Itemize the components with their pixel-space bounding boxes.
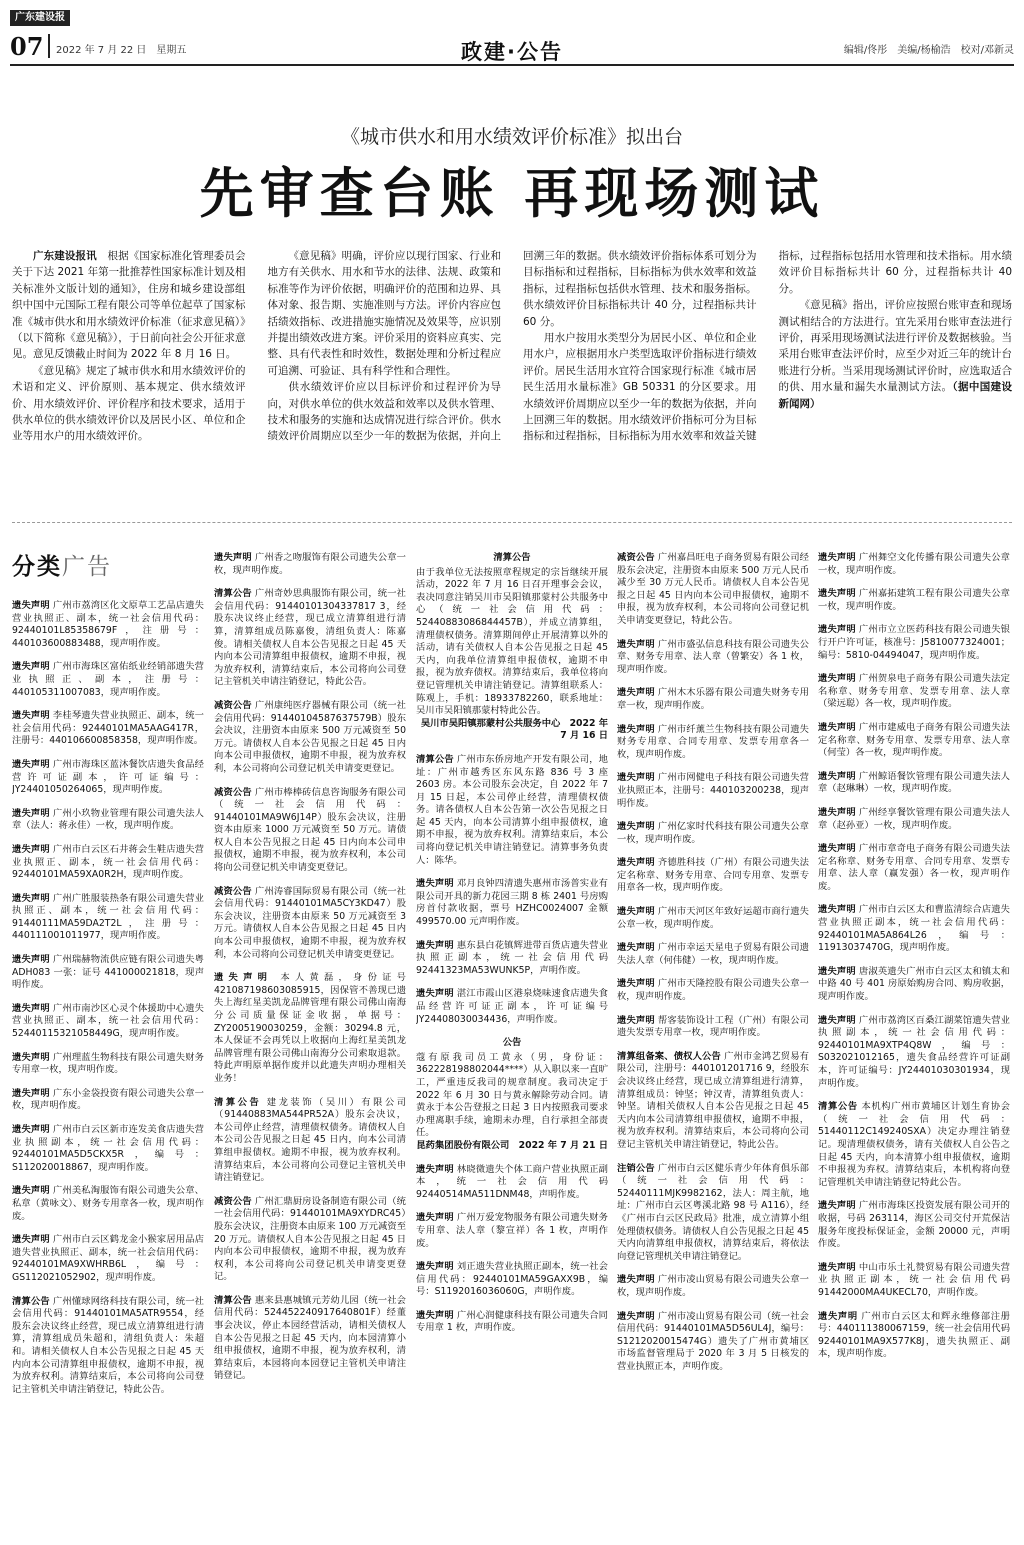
classified-ad xyxy=(416,1164,608,1202)
classified-ad xyxy=(12,600,204,650)
ad-label: 遗失声明 xyxy=(617,857,655,869)
classified-ad xyxy=(214,700,406,776)
ad-label: 遗失声明 xyxy=(617,1310,655,1322)
classified-ad xyxy=(818,904,1010,954)
ad-text: 广州市纤薰兰生物科技有限公司遗失财务专用章、合同专用章、发票专用章各一枚，现声明作废。 xyxy=(617,723,809,760)
ad-text: 广州舞空文化传播有限公司遗失公章一枚，现声明作废。 xyxy=(818,552,1010,576)
editors-credit: 编辑/佟彤 美编/杨榆浩 校对/邓新灵 xyxy=(843,45,1014,56)
ad-text: 广州汇鼎厨房设备制造有限公司（统一社会信用代码：91440101MA9XYDRC45）股东会决议，注册资本由原来 100 万元减资至 20 万元。请债权人自本公告见报之日起 45 日内向本公司申报债权，逾期不申报，视为放弃权利，本公司将向公司登记机关申请变更登记。 xyxy=(214,1195,406,1283)
ad-text: 广州市凌山贸易有限公司遗失公章一枚，现声明作废。 xyxy=(617,1274,809,1298)
masthead xyxy=(10,10,1014,66)
classified-ad xyxy=(818,722,1010,760)
classified-ad xyxy=(818,673,1010,711)
ad-text: 广州市白云区石井蒋会生鞋店遗失营业执照正、副本，统一社会信用代码：92440101MA59XA0R2H，现声明作废。 xyxy=(12,843,204,881)
article-body xyxy=(12,248,1012,486)
ad-label: 遗失声明 xyxy=(818,1200,856,1212)
ad-label: 遗失声明 xyxy=(416,1261,454,1273)
classified-ad xyxy=(12,1296,204,1397)
ad-text: 广州亿家时代科技有限公司遗失公章一枚，现声明作废。 xyxy=(617,821,809,845)
classified-ad xyxy=(617,1051,809,1152)
classified-column-1 xyxy=(12,600,204,1542)
ad-label: 遗失声明 xyxy=(12,1124,50,1135)
ad-text: 广州广胜服装热条有限公司遗失营业执照正、副本，统一社会信用代码：91440111MA59DA2T2L，注册号：440111001011977，现声明作废。 xyxy=(12,892,204,942)
classified-ad xyxy=(617,772,809,810)
ad-header: 公告 xyxy=(502,1037,522,1049)
article-paragraph: 《意见稿》规定了城市供水和用水绩效评价的术语和定义、评价原则、基本规定、供水绩效评价、用水绩效评价、评价程序和技术要求，适用于供水单位的供水绩效评价以及居民小区、单位和企业等用水户的用水绩效评价。 xyxy=(12,364,246,443)
ad-label: 遗失声明 xyxy=(617,978,655,990)
classified-ad xyxy=(818,1262,1010,1300)
ad-label: 减资公告 xyxy=(214,699,252,711)
ad-text: 广州市白云区太和曹监清综合店遗失营业执照正副本，统一社会信用代码：92440101MA5A864L26，编号：11913037470G，现声明作废。 xyxy=(818,904,1010,954)
classified-ad xyxy=(12,710,204,748)
ad-label: 遗失声明 xyxy=(617,1014,655,1026)
ad-text: 广州市盛弘信息科技有限公司遗失公章、财务专用章、法人章（曾繁安）各 1 枚，现声明作废。 xyxy=(617,638,809,675)
ad-text: 广州市南沙区心灵个体援助中心遗失营业执照正、副本，统一社会信用代码：52440115321058449G，现声明作废。 xyxy=(12,1002,204,1040)
ad-text: 广州瑞赫物流供应链有限公司遗失粤 ADH083 一张：证号 441000021818，现声明作废。 xyxy=(12,954,204,991)
ad-label: 遗失声明 xyxy=(818,904,856,916)
ad-label: 遗失声明 xyxy=(12,758,50,770)
ad-text: 广州市海珠区富佑纸业经销部遗失营业执照正、副本，注册号：440105311007083，现声明作废。 xyxy=(12,661,204,698)
ad-text: 广州木木乐器有限公司遗失财务专用章一枚，现声明作废。 xyxy=(617,687,809,711)
ad-text: 广州市建威电子商务有限公司遗失法定名称章、财务专用章、发票专用章、法人章（何莹）各一枚，现声明作废。 xyxy=(818,721,1010,759)
ad-label: 遗失声明 xyxy=(12,1087,50,1099)
classified-ad xyxy=(818,624,1010,662)
classified-ad xyxy=(214,1097,406,1185)
article-kicker: 《城市供水和用水绩效评价标准》拟出台 xyxy=(340,126,683,148)
classified-title: 分类广告 xyxy=(12,554,112,580)
classified-ad xyxy=(416,1037,608,1152)
classified-ad xyxy=(617,1274,809,1299)
classified-ad xyxy=(818,1101,1010,1189)
article-paragraph: 供水绩效评价应以目标评价和过程评价为导向，对供水单位的供水效益和效率以及供水管理、技术和服务的实施和达成情况进行综合评价。供水绩效评价周期应以至少一年的数据为依据，并向上回溯三年的数据。供水绩效评价指标体系可划分为目标指标和过程指标，目标指标为供水效率和效益指标，过程指标包括供水管理、技术和服务指标。供水绩效评价目标指标共计 40 分，过程指标共计 60 分。 xyxy=(267,250,757,443)
ad-label: 遗失声明 xyxy=(214,972,273,984)
classified-ad xyxy=(818,771,1010,796)
classified-ad xyxy=(12,1052,204,1077)
article-paragraph: 用水户按用水类型分为居民小区、单位和企业用水户，应根据用水户类型选取评价指标进行绩效评价。居民生活用水宜符合国家现行标准《城市居民生活用水量标准》GB 50331 的分区要求。用水绩效评价周期应以至少一年的数据为依据，并向上回溯三年的数据。用水绩效评价指标可分为目标指标和过程指标，目标指标为用水效率和效益关键指标，过程指标包括用水管理和技术指标。用水绩效评价目标指标共计 60 分，过程指标共计 40 分。 xyxy=(523,250,1012,443)
ad-label: 遗失声明 xyxy=(12,843,50,855)
classified-ad xyxy=(617,942,809,967)
classified-ad xyxy=(12,1234,204,1284)
newspaper-tag: 广东建设报 xyxy=(10,10,70,26)
ad-label: 遗失声明 xyxy=(12,954,50,966)
classified-ad xyxy=(12,1088,204,1113)
classified-ad xyxy=(416,940,608,978)
ad-text: 广州市东侨房地产开发有限公司，地址：广州市越秀区东风东路 836 号 3 座 2603 房。本公司股东会决定，自 2022 年 7 月 15 日起，本公司停止经营，清理债权债务。请各债权人自本公告第一次公告见报之日起 45 天内，向本公司清算小组申报债权，逾期不申报，视为放弃权利。清算结束后，本公司将向登记机关申请注销登记。清算事务负责人：陈华。 xyxy=(416,753,608,866)
classified-column-5 xyxy=(818,552,1010,1542)
ad-text: 邓月良钟四清遗失惠州市汤普实业有限公司开具的新力花园三期 8 栋 2401 号房购房首付款收据，票号 HZHC0024007 金额 499570.00 元声明作废。 xyxy=(416,878,608,928)
ad-label: 减资公告 xyxy=(214,1195,252,1207)
article-paragraph: 《意见稿》明确，评价应以现行国家、行业和地方有关供水、用水和节水的法律、法规、政策和标准等作为评价依据，明确评价的范围和边界、具体对象、报告期、实施准则与方法。评价内容应包括绩效指标、改进措施实施情况及效果等，应识别并提出绩效改进方案。评价采用的资料应真实、完整、具有代表性和时效性，数据处理和分析过程应可追溯、可验证、具有科学性和合理性。 xyxy=(267,250,501,377)
ad-text: 广州市荔湾区化文原草工艺品店遗失营业执照正、副本，统一社会信用代码：92440101L85358679F，注册号：440103600883488，现声明作废。 xyxy=(12,600,204,649)
ad-label: 遗失声明 xyxy=(12,892,50,904)
article-paragraph: 《意见稿》指出，评价应按照台账审查和现场测试相结合的方法进行。宜先采用台账审查法进行评价，再采用现场测试法进行评价及数据核验。当采用台账审查法评价时，应至少对近三年的统计台账进行分析。当采用现场测试评价时，应选取适合的供、用水量和漏失水量测试方法。（据中国建设新闻网） xyxy=(778,299,1012,410)
ad-text: 广州理蓝生物科技有限公司遗失财务专用章一枚，现声明作废。 xyxy=(12,1051,204,1076)
classified-ad xyxy=(12,954,204,992)
ad-text: 广州市海珠区投资发展有限公司开的收据，号码 263114，海区公司交付开荒保洁服务年度投标保证金，金额 20000 元，声明作废。 xyxy=(818,1200,1010,1250)
ad-signature: 昆药集团股份有限公司 2022 年 7 月 21 日 xyxy=(416,1139,608,1151)
ad-text: 本机构广州市黄埔区计划生育协会（统一社会信用代码：51440112C149240SXA）决定办理注销登记。现清理债权债务，请有关债权人自公告之日起 45 天内，向本清算小组申报债权，逾期不申报视为弃权。清算结束后，本机构将向登记管理机关申请注销登记特此公告。 xyxy=(818,1101,1010,1188)
ad-label: 遗失声明 xyxy=(617,638,655,650)
ad-label: 遗失声明 xyxy=(617,1274,655,1286)
ad-text: 广州康纯医疗器械有限公司（统一社会信用代码：91440104587637579B）股东会决议，注册资本由原来 500 万元减资至 50 万元。请债权人自本公告见报之日起 45 日内向本公司申报债权，逾期不申报，视为放弃权利，本公司将向公司登记机关申请变更登记。 xyxy=(214,699,406,774)
ad-label: 遗失声明 xyxy=(12,1002,50,1014)
ad-text: 刘正遗失营业执照正副本，统一社会信用代码：92440101MA59GAXX9B，编号：S1192016036060G，声明作废。 xyxy=(416,1261,608,1298)
ad-label: 清算公告 xyxy=(214,1294,252,1306)
ad-text: 唐淑英遗失广州市白云区太和镇太和中路 40 号 401 房原始购房合同、购房收据，现声明作废。 xyxy=(818,965,1010,1003)
ad-text: 广州市棒棒砖信息咨询服务有限公司（统一社会信用代码：91440101MA9W6J14P）股东会决议，注册资本由原来 1000 万元减资至 50 万元。请债权人自本公告见报之日起 45 日内向本公司申报债权，逾期不申报，视为放弃权利，本公司将向公司登记机关申请变更登记。 xyxy=(214,786,406,874)
classified-ad xyxy=(617,1163,809,1264)
ad-label: 清算组备案、债权人公告 xyxy=(617,1050,721,1062)
ad-text: 广州市白云区太和辉永维修部注册号：440111380067159，统一社会信用代码 92440101MA9X577K8J，遗失执照正、副本，现声明作废。 xyxy=(818,1310,1010,1360)
classified-column-3 xyxy=(416,552,608,1542)
ad-text: 由于我单位无法按照章程规定的宗旨继续开展活动，2022 年 7 月 16 日召开理事会会议，表决同意注销吴川市吴阳镇那蒙村公共服务中心（统一社会信用代码：52440883086844457B），并成立清算组，清理债权债务。清算期间停止开展清算以外的活动，请有关债权人自本公告见报之日起 45 天内，向我单位清算组申报债权，逾期不申报，视为放弃债权。清算结束后，我单位将向登记管理机关申请注销登记。清算组联系人：陈观上，手机：18933782260，联系地址：吴川市吴阳镇那蒙村特此公告。 xyxy=(416,566,608,717)
classified-ad xyxy=(214,787,406,875)
classified-ad xyxy=(818,1200,1010,1250)
classified-ad xyxy=(617,821,809,846)
ad-text: 广州市金鸿艺贸易有限公司，注册号：440101201716 9，经股东会决议终止经营，现已成立清算组进行清算，清算组成员：钟坚；钟汉青，清算组负责人：钟坚。请相关债权人自本公告见报之日起 45 天内向本公司清算组申报债权，逾期不申报，视为放弃权利。清算结束后，本公司将向公司登记主管机关申请注销登记，特此公告。 xyxy=(617,1050,809,1150)
classified-ad xyxy=(617,552,809,628)
classified-ad xyxy=(818,1015,1010,1091)
classified-ad xyxy=(12,1185,204,1223)
ad-label: 遗失声明 xyxy=(818,1310,858,1322)
ad-text: 广州懂球网络科技有限公司，统一社会信用代码：91440101MA5ATR9554，经股东会决议终止经营，现已成立清算组进行清算，清算组成员朱超和，清组负责人：朱超和。请相关债权人自本公告见报之日起 45 天内向本公司清算组申报债权，逾期不申报，视为放弃权利。清算结束后，本公司将向公司登记主管机关申请注销登记，特此公告。 xyxy=(12,1295,204,1395)
ad-label: 遗失声明 xyxy=(214,552,252,563)
article-paragraph: 广东建设报讯 根据《国家标准化管理委员会关于下达 2021 年第一批推荐性国家标准计划及相关标准外文版计划的通知》，住房和城乡建设部组织中国中元国际工程有限公司等单位起草了国家标准《城市供水和用水绩效评价标准（征求意见稿）》（以下简称《意见稿》），于日前向社会公开征求意见。意见反馈截止时间为 2022 年 8 月 16 日。 xyxy=(12,250,246,361)
ad-text: 广州市白云区新市连发美食店遗失营业执照副本，统一社会信用代码：92440101MA5D5CKX5R，编号：S112020018867，现声明作废。 xyxy=(12,1124,204,1173)
classified-ad xyxy=(12,893,204,943)
ad-text: 广州市凌山贸易有限公司（统一社会信用代码：91440101MA5D56UL4J，编号：S1212020015474G）遗失了广州市黄埔区市场监督管理局于 2020 年 3 月 5 日核发的营业执照正本，声明作废。 xyxy=(617,1310,809,1372)
ad-label: 遗失声明 xyxy=(416,939,454,951)
ad-label: 清算公告 xyxy=(818,1101,858,1113)
classified-ad xyxy=(818,843,1010,893)
ad-label: 遗失声明 xyxy=(617,942,655,954)
ad-text: 广州奇妙思典服饰有限公司，统一社会信用代码：91440101304337817 3，经股东决议终止经营，现已成立清算组进行清算，清算组成员陈嘉俊，清组负责人：陈嘉俊。请相关债权人自本公告见报之日起 45 天内向本公司清算组申报债权，逾期不申报，视为放弃权利，清算结束后，本公司将向公司登记主管机关申请注销登记，特此公告。 xyxy=(214,588,406,688)
classified-ad xyxy=(12,1124,204,1174)
classified-ad xyxy=(416,988,608,1026)
classified-ad xyxy=(617,978,809,1003)
ad-text: 湛江市霞山区港泉烧味速食店遗失食品经营许可证正副本，许可证编号 JY24408030034436，声明作废。 xyxy=(416,988,608,1025)
ad-text: 帮客装饰设计工程（广州）有限公司遗失发票专用章一枚，现声明作废。 xyxy=(617,1014,809,1039)
classified-ad xyxy=(214,588,406,689)
ad-label: 遗失声明 xyxy=(416,878,454,890)
classified-column-4 xyxy=(617,552,809,1542)
classified-ad xyxy=(818,588,1010,613)
page-number: 07 xyxy=(10,32,44,61)
article-source: （据中国建设新闻网） xyxy=(778,381,1012,410)
ad-text: 中山市乐土礼赞贸易有限公司遗失营业执照正副本，统一社会信用代码 91442000MA4UKECL70，声明作废。 xyxy=(818,1261,1010,1298)
ad-label: 遗失声明 xyxy=(818,721,856,733)
classified-ad xyxy=(617,1015,809,1040)
ad-text: 本人黄磊，身份证号 421087198603085915，因保管不善现已遗失上海红星美凯龙品牌管理有限公司佛山南海分公司质量保证金收据，单据号：ZY2005190030259，金额：30294.8 元，本人保证不会再凭以上收据向上海红星美凯龙品牌管理有限公司佛山南海分公司索取退款。特此声明原单据作废并以此遗失声明办理相关业务！ xyxy=(214,972,406,1084)
ad-label: 遗失声明 xyxy=(12,710,50,722)
ad-label: 遗失声明 xyxy=(12,1051,50,1063)
classified-ad xyxy=(818,966,1010,1004)
ad-text: 广州涛睿国际贸易有限公司（统一社会信用代码：91440101MA5CY3KD47）股东会决议，注册资本由原来 50 万元减资至 3 万元。请债权人自本公告见报之日起 45 日内向本公司申报债权，逾期不申报，视为放弃权利，本公司将向公司登记机关申请变更登记。 xyxy=(214,885,406,960)
issue-date: 2022 年 7 月 22 日 星期五 xyxy=(56,45,187,56)
ad-label: 遗失声明 xyxy=(818,624,856,636)
ad-text: 广州嘉昌旺电子商务贸易有限公司经股东会决定，注册资本由原来 500 万元人民币减少至 30 万元人民币。请债权人自本公告见报之日起 45 日内向本公司申报债权，逾期不申报，视为放弃权利，本公司将向公司登记机关申请变更登记，特此公告。 xyxy=(617,552,809,626)
ad-label: 遗失声明 xyxy=(617,821,655,833)
ad-text: 广州万爱宠物服务有限公司遗失财务专用章、法人章（黎宣祥）各 1 枚，声明作废。 xyxy=(416,1212,608,1249)
classified-ad xyxy=(617,724,809,762)
ad-label: 遗失声明 xyxy=(416,988,454,1000)
ad-label: 遗失声明 xyxy=(617,906,655,918)
ad-label: 遗失声明 xyxy=(818,806,856,818)
ad-text: 林晓微遗失个体工商户营业执照正副本，统一社会信用代码 92440514MA511DNM48，声明作废。 xyxy=(416,1163,608,1200)
article-headline: 先审查台账 再现场测试 xyxy=(199,161,825,225)
classified-ad xyxy=(214,1295,406,1383)
ad-text: 广州市立立医药科技有限公司遗失银行开户许可证，核准号：J5810077324001；编号：5810-04494047，现声明作废。 xyxy=(818,624,1010,661)
classified-ad xyxy=(214,886,406,962)
ad-label: 遗失声明 xyxy=(818,843,856,855)
ad-text: 广州经享餐饮管理有限公司遗失法人章（赵孙亚）一枚，现声明作废。 xyxy=(818,806,1010,831)
ad-label: 遗失声明 xyxy=(617,723,655,735)
ad-text: 建龙装饰（吴川）有限公司（91440883MA544PR52A）股东会决议，本公司停止经营，清理债权债务。请债权人自本公司公告见报之日起 45 日内，向本公司清算组申报债权。逾期不申报，视为放弃权利。清算结束后，本公司将向公司登记主管机关申请注销登记。 xyxy=(214,1096,406,1184)
ad-label: 遗失声明 xyxy=(617,772,655,784)
ad-text: 广州市海珠区蓝沐餐饮店遗失食品经营许可证副本，许可证编号：JY24401050264065，现声明作废。 xyxy=(12,758,204,796)
ad-text: 广州市章奇电子商务有限公司遗失法定名称章、财务专用章、合同专用章、发票专用章、法人章（赢发强）各一枚，现声明作废。 xyxy=(818,843,1010,892)
ad-text: 广州心润健康科技有限公司遗失合同专用章 1 枚，声明作废。 xyxy=(416,1309,608,1334)
ad-text: 广东小金袋投资有限公司遗失公章一枚，现声明作废。 xyxy=(12,1087,204,1112)
ad-label: 遗失声明 xyxy=(12,1185,50,1197)
ad-text: 广州市白云区健乐青少年体育俱乐部（统一社会信用代码：52440111MJK9982162，法人：周主航，地址：广州市白云区粤溪北路 98 号 A116），经《广州市白云区民政局》批准，成立清算小组处理债权债务。请债权人自公告见报之日起 45 天内向清算组申报债权，清算结束后，将依法向登记管理机关申请注销登记。 xyxy=(617,1162,809,1262)
classified-ad xyxy=(12,808,204,833)
classified-ad xyxy=(12,661,204,699)
ad-text: 广州市天河区年致好运超市商行遗失公章一枚，现声明作废。 xyxy=(617,906,809,930)
ad-label: 遗失声明 xyxy=(12,600,50,611)
ad-label: 遗失声明 xyxy=(818,588,856,600)
ad-text: 广州香之吻服饰有限公司遗失公章一枚，现声明作废。 xyxy=(214,552,406,576)
ad-label: 遗失声明 xyxy=(12,807,50,819)
ad-label: 遗失声明 xyxy=(818,1261,856,1273)
classified-ad xyxy=(617,639,809,677)
ad-label: 遗失声明 xyxy=(818,673,856,685)
classified-ad xyxy=(818,552,1010,577)
ad-text: 惠来县惠城镇元芳幼儿园（统一社会信用代码：524452240917640801F）经董事会决议，停止本园经营活动，请相关债权人自本公告见报之日起 45 天内，向本园清算小组申报债权，逾期不申报，视为放弃权利，清算结束后，本园将向本园登记主管机关申请注销登记。 xyxy=(214,1294,406,1382)
ad-text: 广州嘉拓建筑工程有限公司遗失公章一枚，现声明作废。 xyxy=(818,588,1010,612)
ad-label: 遗失声明 xyxy=(416,1212,454,1224)
classified-ad xyxy=(416,552,608,743)
ad-text: 广州市网健电子科技有限公司遗失营业执照正本，注册号：440103200238，现声明作废。 xyxy=(617,772,809,809)
ad-label: 减资公告 xyxy=(214,885,252,897)
ad-label: 遗失声明 xyxy=(818,965,856,977)
ad-text: 李桂琴遗失营业执照正、副本，统一社会信用代码：92440101MA5AAG417R，注册号：440106600858358，现声明作废。 xyxy=(12,710,204,747)
classified-ad xyxy=(214,552,406,577)
ad-label: 清算公告 xyxy=(12,1295,50,1307)
ad-label: 遗失声明 xyxy=(617,687,655,699)
ad-label: 清算公告 xyxy=(214,588,252,600)
classified-ad xyxy=(416,1261,608,1299)
classified-ad xyxy=(214,1196,406,1284)
classified-ad xyxy=(617,1311,809,1374)
ad-text: 广州市天隆控股有限公司遗失公章一枚，现声明作废。 xyxy=(617,978,809,1003)
classified-ad xyxy=(416,878,608,928)
ad-label: 清算公告 xyxy=(214,1096,262,1108)
ad-text: 广州市荔湾区百桑江湖菜馆遗失营业执照副本，统一社会信用代码：92440101MA9XTP4Q8W，编号：S032021012165，遗失食品经营许可证副本，许可证编号：JY24401030301934，现声明作废。 xyxy=(818,1014,1010,1089)
classified-ad xyxy=(214,972,406,1085)
ad-text: 广州贺泉电子商务有限公司遗失法定名称章、财务专用章、发票专用章、法人章（梁远聪）各一枚，现声明作废。 xyxy=(818,673,1010,710)
ad-text: 广州小玖物业管理有限公司遗失法人章（法人：蒋永佳）一枚，现声明作废。 xyxy=(12,807,204,832)
ad-label: 遗失声明 xyxy=(818,770,856,782)
ad-header: 清算公告 xyxy=(493,552,531,563)
classified-ad xyxy=(12,1003,204,1041)
ad-text: 广州美私淘服饰有限公司遗失公章、私章（黄咏文）、财务专用章各一枚，现声明作废。 xyxy=(12,1185,204,1222)
ad-text: 惠东县白花镇辉进带百货店遗失营业执照正副本，统一社会信用代码 92441323MA53WUNK5P，声明作废。 xyxy=(416,939,608,976)
ad-text: 广州市白云区鹤龙金小猴家居用品店遗失营业执照正、副本，统一社会信用代码：92440101MA9XWHRB6L，编号：GS112021052902，现声明作废。 xyxy=(12,1234,204,1283)
classified-ad xyxy=(617,857,809,895)
classified-ad xyxy=(416,754,608,867)
ad-label: 遗失声明 xyxy=(416,1309,454,1321)
ad-text: 广州市幸运天星电子贸易有限公司遗失法人章（何伟健）一枚，现声明作废。 xyxy=(617,942,809,966)
ad-text: 广州鲸语餐饮管理有限公司遗失法人章（赵琳琳）一枚，现声明作废。 xyxy=(818,770,1010,795)
section-divider xyxy=(12,522,1012,523)
ad-label: 遗失声明 xyxy=(12,1234,50,1246)
ad-label: 清算公告 xyxy=(416,753,454,765)
classified-ad xyxy=(617,687,809,712)
article-lead-label: 广东建设报讯 xyxy=(33,250,97,262)
ad-label: 遗失声明 xyxy=(818,552,856,563)
classified-ad xyxy=(416,1310,608,1335)
ad-label: 遗失声明 xyxy=(818,1014,856,1026)
classified-ad xyxy=(12,759,204,797)
ad-label: 注销公告 xyxy=(617,1162,655,1174)
ad-label: 遗失声明 xyxy=(416,1163,454,1175)
classified-ad xyxy=(818,807,1010,832)
classified-column-2 xyxy=(214,552,406,1542)
ad-label: 减资公告 xyxy=(617,552,655,563)
ad-text: 蔻有原我司员工黄永（男，身份证：362228198802044****）从入职以来一直旷工，严重违反我司的规章制度。我司决定于 2022 年 6 月 30 日与黄永解除劳动合同。请黄永于本公告登报之日起 3 日内按照我司要求办理离职手续，逾期未办理，自行承担全部责任。 xyxy=(416,1051,608,1139)
classified-ad xyxy=(818,1311,1010,1361)
ad-text: 齐德胜科技（广州）有限公司遗失法定名称章、财务专用章、合同专用章、发票专用章各一枚，现声明作废。 xyxy=(617,857,809,894)
classified-ad xyxy=(617,906,809,931)
ad-label: 遗失声明 xyxy=(12,661,50,673)
ad-label: 减资公告 xyxy=(214,786,252,798)
classified-ad xyxy=(12,844,204,882)
section-title: 政建·公告 xyxy=(461,40,563,64)
ad-signature: 吴川市吴阳镇那蒙村公共服务中心 2022 年 7 月 16 日 xyxy=(420,717,608,742)
classified-ad xyxy=(416,1212,608,1250)
